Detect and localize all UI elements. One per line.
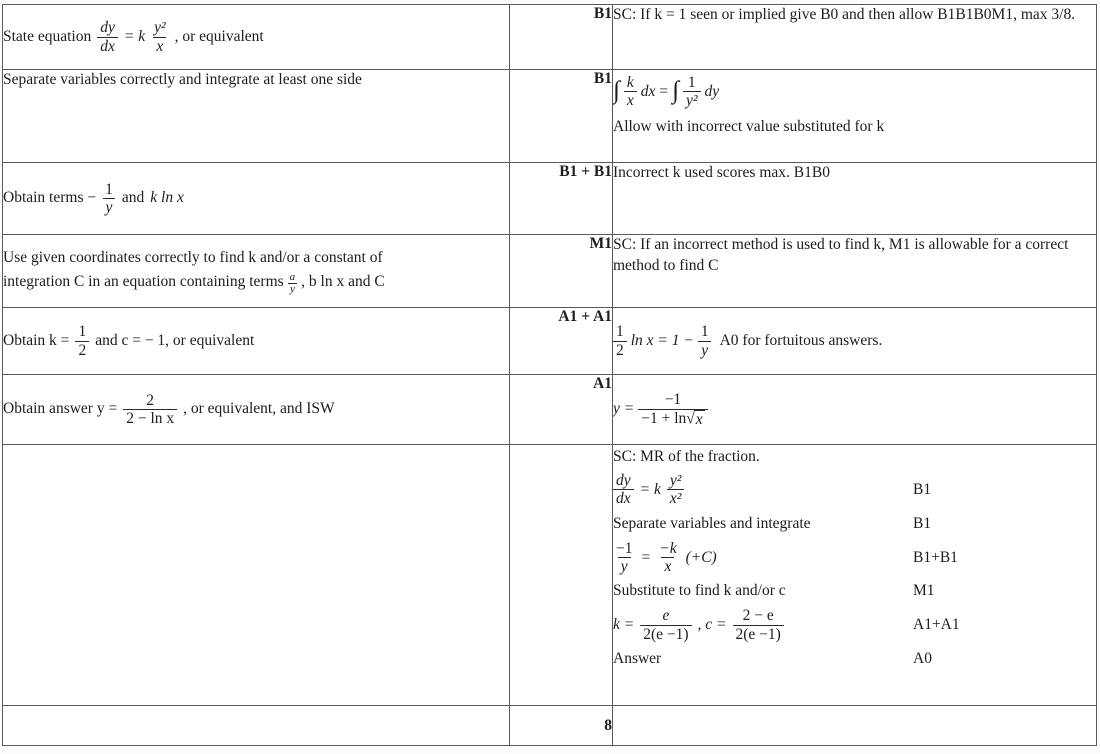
guidance-cell-row2 [613,70,1097,163]
answer-cell-row2 [3,70,510,163]
mark-cell-row5 [510,308,613,375]
answer-text: and c = − 1, or equivalent [95,331,255,349]
sc-line-5 [613,607,1096,643]
inline-mark: A0 [913,650,932,668]
guidance-text: SC: If an incorrect method is used to find k, M1 is allowable for a correct method to find C [613,236,1069,274]
inline-mark: M1 [913,582,935,600]
equation-mid: = k [123,27,146,45]
mark-label: A1 [593,375,612,392]
k-ln-x-term: k ln x [150,189,184,207]
k-equals: k = [613,616,635,634]
answer-text: Obtain terms − [3,189,97,207]
fraction-neg1-y: $\frac{-1}{y}$ [616,539,633,575]
mark-cell-row1 [510,5,613,70]
total-marks-cell [510,706,613,746]
sc-text: Separate variables and integrate [613,514,811,532]
mark-label: B1 [593,5,612,22]
inline-mark: B1+B1 [913,548,958,566]
answer-text: , or equivalent [174,27,264,45]
answer-cell-row3 [3,163,510,235]
guidance-cell-row8-empty [613,706,1097,746]
mark-label: B1 + B1 [559,163,612,180]
c-equals: , c = [697,616,727,634]
answer-text: , or equivalent, and ISW [183,400,335,418]
answer-text-line2: , b ln x and C [301,273,385,291]
answer-cell-row8-empty [3,706,510,746]
fraction-answer: $\frac{2}{\text{2 − ln x}}$ [123,392,177,428]
answer-text: Obtain answer y = [3,400,118,418]
guidance-note: Allow with incorrect value substituted for k [613,117,885,135]
sqrt-x: √ x [686,409,703,428]
dy-term: dy [704,82,720,100]
answer-cell-row5 [3,308,510,375]
answer-cell-row6 [3,375,510,445]
sc-line-6 [613,650,1096,668]
inline-mark: A1+A1 [913,616,960,634]
answer-text: Obtain k = [3,331,70,349]
equation-mid: ln x = 1 − [630,331,694,349]
fraction-a-y: $\frac{a}{y}$ [289,270,296,295]
answer-text-line2: integration C in an equation containing terms [3,273,284,291]
integral-sign: ∫ [613,77,620,105]
guidance-text: SC: If k = 1 seen or implied give B0 and then allow B1B1B0M1, max 3/8. [613,6,1076,23]
inline-mark: B1 [913,480,932,498]
fraction-k-x: $\frac{k}{x}$ [624,74,637,110]
mark-label: B1 [593,70,612,87]
answer-text: State equation [3,27,92,45]
sc-line-2 [613,515,1096,533]
answer-cell-row7-empty [3,445,510,706]
mark-label: M1 [589,235,612,252]
fraction-1-y2: $\frac{1}{\text{y²}}$ [683,74,701,110]
guidance-cell-row3 [613,163,1097,235]
guidance-cell-row1 [613,5,1097,70]
y-equals: y = [613,400,635,418]
dx-term: dx [640,82,656,100]
mark-scheme-table [2,4,1097,746]
guidance-cell-row7 [613,445,1097,706]
denominator: −1 + ln √ x [638,409,707,428]
fraction-1-2: $\frac{1}{2}$ [75,323,89,359]
equals-sign: = [659,82,669,100]
sc-line-1 [613,472,1096,508]
sc-line-3 [613,540,1096,576]
mark-cell-row6 [510,375,613,445]
fraction-2-minus-e: $\frac{2 - e}{2(e -1)}$ [733,607,784,643]
sc-text: Substitute to find k and/or c [613,582,786,600]
guidance-text: Incorrect k used scores max. B1B0 [613,164,830,181]
mark-cell-row3 [510,163,613,235]
guidance-cell-row5 [613,308,1097,375]
sc-text: Answer [613,650,662,668]
sc-line-4 [613,582,1096,600]
fraction-dy-dx: $\frac{dy}{dx}$ [613,472,634,508]
fraction-equivalent-answer: −1 −1 + ln √ x [638,391,707,427]
answer-text-line1: Use given coordinates correctly to find k and/or a constant of [3,249,383,267]
mark-label: A1 + A1 [558,308,612,325]
guidance-note: A0 for fortuitous answers. [719,331,883,349]
sc-title: SC: MR of the fraction. [613,448,760,465]
answer-text: and [121,189,145,207]
equation-mid: = k [639,480,661,498]
answer-cell-row1 [3,5,510,70]
equals-sign: = [641,548,651,566]
guidance-cell-row6 [613,375,1097,445]
guidance-cell-row4 [613,235,1097,308]
inline-mark: B1 [913,514,932,532]
answer-cell-row4 [3,235,510,308]
fraction-1-y: $\frac{1}{y}$ [102,181,116,217]
fraction-1-2: $\frac{1}{2}$ [613,323,627,359]
mark-cell-row2 [510,70,613,163]
answer-text: Separate variables correctly and integrate at least one side [3,71,362,88]
plus-c-term: (+C) [685,548,717,566]
fraction-negk-x: $\frac{-k}{x}$ [659,539,677,575]
fraction-1-y: $\frac{1}{y}$ [698,323,712,359]
integral-sign: ∫ [672,77,679,105]
fraction-dy-dx: $\frac{dy}{dx}$ [97,19,118,55]
fraction-y2-x2: $\frac{\text{y²}}{\text{x²}}$ [667,472,685,508]
fraction-y2-x: $\frac{\text{y²}}{x}$ [154,19,166,55]
mark-cell-row7-empty [510,445,613,706]
total-marks: 8 [604,716,612,734]
fraction-e: $\frac{e}{2(e -1)}$ [640,607,691,643]
mark-cell-row4 [510,235,613,308]
